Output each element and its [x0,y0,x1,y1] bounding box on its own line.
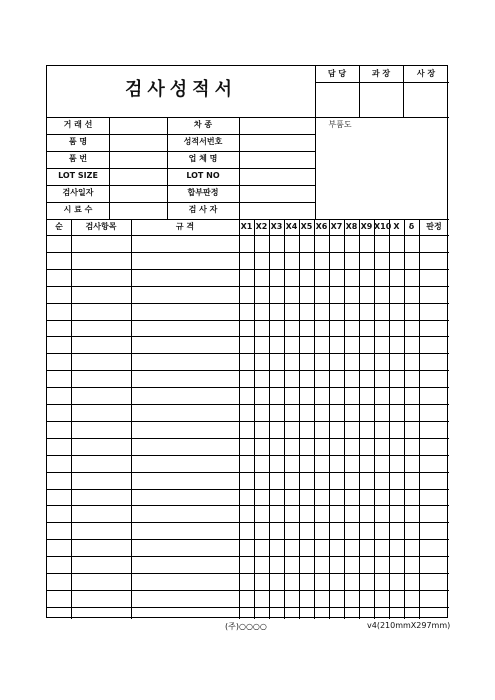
grid-line [47,472,449,473]
grid-line [47,573,449,574]
grid-line [47,607,449,608]
grid-line [47,370,449,371]
label-part-name: 품 명 [68,137,88,146]
inspection-report-sheet [46,65,448,618]
grid-line [47,336,449,337]
grid-line [47,235,449,236]
drawing-label: 부품도 [328,120,352,129]
grid-line [359,219,360,619]
grid-line [47,556,449,557]
grid-line [404,219,405,619]
col-header-x3: X3 [270,222,283,231]
approval-staff-label: 담 당 [327,69,347,78]
grid-line [47,421,449,422]
label-inspection-date: 검사일자 [62,188,94,197]
grid-line [47,505,449,506]
col-header-x2: X2 [255,222,268,231]
approval-manager-label: 과 장 [371,69,391,78]
label-inspector: 검 사 자 [188,205,218,214]
footer-version: v4(210mmX297mm) [367,621,451,630]
grid-line [47,269,449,270]
grid-line [47,438,449,439]
label-report-number: 성적서번호 [183,137,223,146]
grid-line [47,303,449,304]
label-lot-no: LOT NO [186,171,220,180]
col-header-x8: X8 [345,222,358,231]
grid-line [47,286,449,287]
grid-line [269,219,270,619]
grid-line [47,590,449,591]
grid-line [329,219,330,619]
grid-line [299,219,300,619]
label-company-name: 업 체 명 [188,154,218,163]
label-sample-count: 시 료 수 [63,205,93,214]
col-header-x6: X6 [315,222,328,231]
grid-line [47,387,449,388]
grid-line [374,219,375,619]
grid-line [71,219,72,619]
col-header-x10: X10 [374,222,392,231]
grid-line [47,353,449,354]
grid-line [315,82,449,83]
col-header-spec: 규 격 [175,222,195,231]
col-header-x4: X4 [285,222,298,231]
col-header-item: 검사항목 [85,222,117,231]
grid-line [47,522,449,523]
col-header-x7: X7 [330,222,343,231]
col-header-x5: X5 [300,222,313,231]
grid-line [284,219,285,619]
label-part-number: 품 번 [68,154,88,163]
grid-line [254,219,255,619]
label-customer: 거 래 선 [63,120,93,129]
grid-line [344,219,345,619]
grid-line [47,489,449,490]
col-header-mean: X [393,222,400,231]
grid-line [47,320,449,321]
col-header-deviation: δ [408,222,415,231]
grid-line [47,539,449,540]
grid-line [419,219,420,619]
col-header-seq: 순 [55,222,63,231]
label-vehicle-type: 차 종 [193,120,213,129]
grid-line [389,219,390,619]
grid-line [47,404,449,405]
grid-line [47,252,449,253]
grid-line [314,219,315,619]
label-pass-fail: 합부판정 [187,188,219,197]
approval-president-label: 사 장 [416,69,436,78]
col-header-x9: X9 [360,222,373,231]
grid-line [131,219,132,619]
report-title: 검사성적서 [125,79,237,100]
footer-company: (주)○○○○ [225,622,267,631]
grid-line [109,117,110,219]
col-header-judgment: 판정 [426,222,442,231]
grid-line [47,455,449,456]
grid-line [239,117,240,219]
col-header-x1: X1 [240,222,253,231]
grid-line [239,219,240,619]
label-lot-size: LOT SIZE [58,171,98,180]
